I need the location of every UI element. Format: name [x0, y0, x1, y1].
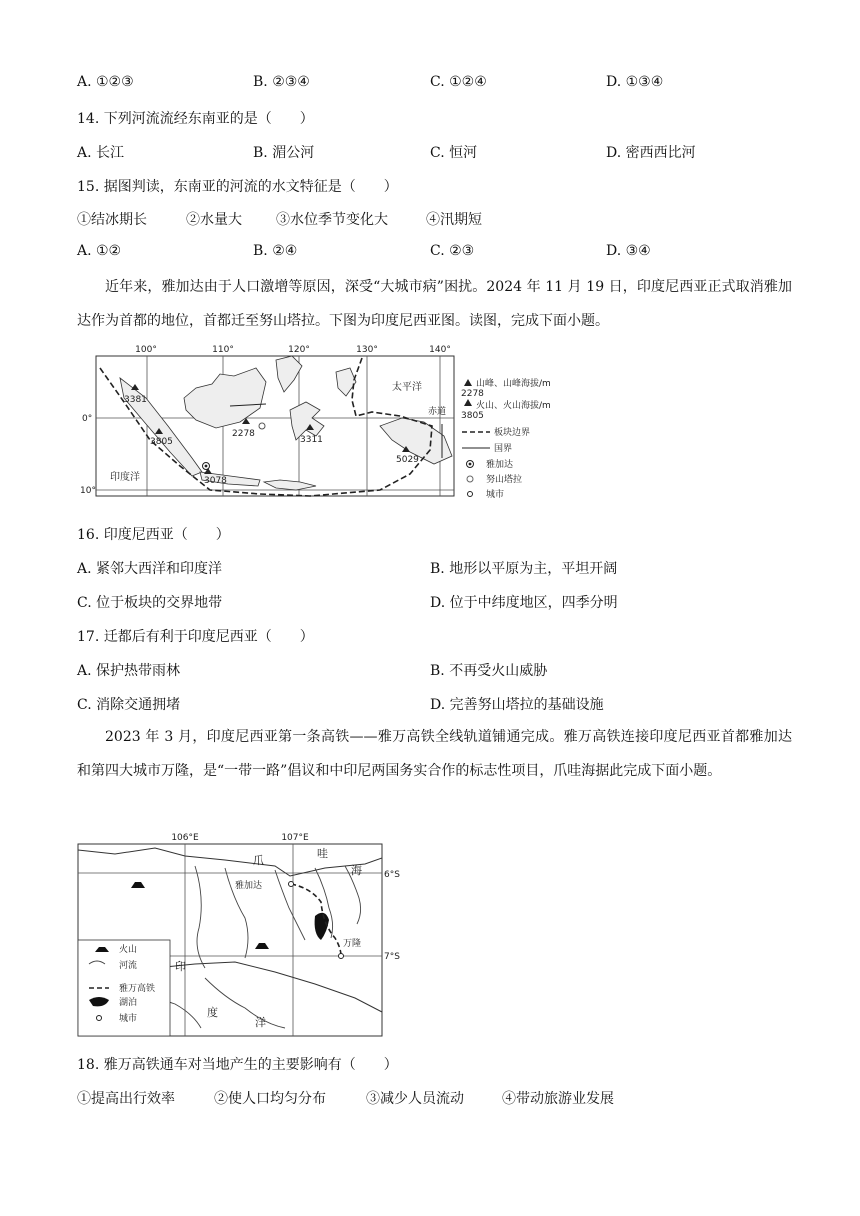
passage-high-speed-rail: 2023 年 3 月，印度尼西亚第一条高铁——雅万高铁全线轨道铺通完成。雅万高铁连接印度尼西亚首都雅加达和第四大城市万隆，是“一带一路”倡议和中印尼两国务实合作的标志性项目，爪哇海据此完成下面小题。 [77, 729, 792, 779]
svg-text:爪: 爪 [253, 854, 264, 867]
svg-text:3311: 3311 [300, 435, 323, 445]
svg-text:万隆: 万隆 [343, 939, 362, 949]
q18-stem: 18. 雅万高铁通车对当地产生的主要影响有（ ） [77, 1057, 398, 1073]
svg-text:山峰、山峰海拔/m: 山峰、山峰海拔/m [476, 379, 551, 389]
svg-text:城市: 城市 [119, 1014, 138, 1024]
svg-text:2278: 2278 [232, 429, 255, 439]
q13-option-a: A. ①②③ [77, 74, 134, 90]
q18-choice-1: ①提高出行效率 [77, 1091, 175, 1107]
svg-text:2278: 2278 [461, 389, 484, 399]
svg-text:度: 度 [207, 1006, 218, 1019]
svg-text:板块边界: 板块边界 [494, 428, 531, 438]
svg-text:140°: 140° [429, 345, 451, 355]
svg-text:10°: 10° [80, 486, 96, 496]
svg-text:120°: 120° [288, 345, 310, 355]
q18-choice-2: ②使人口均匀分布 [214, 1091, 326, 1107]
indonesia-map [80, 340, 480, 506]
svg-text:3381: 3381 [124, 395, 147, 405]
svg-text:国界: 国界 [494, 444, 513, 454]
q15-option-a: A. ①② [77, 243, 122, 259]
q17-option-b: B. 不再受火山威胁 [430, 663, 548, 679]
svg-text:0°: 0° [82, 414, 93, 424]
svg-text:火山、火山海拔/m: 火山、火山海拔/m [476, 401, 551, 411]
svg-text:3078: 3078 [204, 476, 227, 486]
svg-text:印度洋: 印度洋 [110, 472, 140, 483]
svg-text:太平洋: 太平洋 [392, 382, 422, 393]
svg-text:100°: 100° [135, 345, 157, 355]
svg-text:7°S: 7°S [384, 952, 400, 962]
bandung-marker [339, 954, 344, 959]
q17-option-d: D. 完善努山塔拉的基础设施 [430, 697, 604, 713]
q14-option-b: B. 湄公河 [253, 145, 315, 161]
q13-option-c: C. ①②④ [430, 74, 487, 90]
svg-text:6°S: 6°S [384, 870, 400, 880]
svg-text:印: 印 [175, 960, 186, 973]
svg-text:雅加达: 雅加达 [235, 881, 263, 891]
java-rail-map [75, 828, 410, 1040]
svg-text:洋: 洋 [255, 1016, 266, 1029]
svg-text:火山: 火山 [119, 945, 138, 955]
svg-text:3805: 3805 [461, 411, 484, 421]
q15-option-d: D. ③④ [606, 243, 651, 259]
svg-text:湖泊: 湖泊 [119, 998, 138, 1008]
svg-text:雅加达: 雅加达 [486, 460, 514, 470]
nusantara-marker [259, 423, 265, 429]
q17-option-c: C. 消除交通拥堵 [77, 697, 181, 713]
q13-option-b: B. ②③④ [253, 74, 310, 90]
svg-text:努山塔拉: 努山塔拉 [486, 475, 523, 485]
q18-choice-4: ④带动旅游业发展 [502, 1091, 614, 1107]
q16-option-b: B. 地形以平原为主，平坦开阔 [430, 561, 618, 577]
q15-choice-2: ②水量大 [186, 212, 242, 228]
q15-option-c: C. ②③ [430, 243, 475, 259]
q15-choice-3: ③水位季节变化大 [276, 212, 388, 228]
q13-option-d: D. ①③④ [606, 74, 664, 90]
q18-choice-3: ③减少人员流动 [366, 1091, 464, 1107]
q14-stem: 14. 下列河流流经东南亚的是（ ） [77, 111, 314, 127]
svg-text:107°E: 107°E [281, 833, 309, 843]
q15-stem: 15. 据图判读，东南亚的河流的水文特征是（ ） [77, 179, 398, 195]
svg-text:赤道: 赤道 [428, 407, 447, 417]
q17-option-a: A. 保护热带雨林 [77, 663, 181, 679]
svg-text:106°E: 106°E [171, 833, 199, 843]
svg-text:5029: 5029 [396, 455, 419, 465]
q17-stem: 17. 迁都后有利于印度尼西亚（ ） [77, 629, 314, 645]
svg-text:雅万高铁: 雅万高铁 [119, 984, 156, 994]
q15-option-b: B. ②④ [253, 243, 298, 259]
q16-option-d: D. 位于中纬度地区，四季分明 [430, 595, 618, 611]
q14-option-d: D. 密西西比河 [606, 145, 696, 161]
q14-option-c: C. 恒河 [430, 145, 478, 161]
svg-text:3805: 3805 [150, 437, 173, 447]
indonesia-map-legend [460, 376, 560, 506]
q16-option-c: C. 位于板块的交界地带 [77, 595, 223, 611]
passage-indonesia-capital: 近年来，雅加达由于人口激增等原因，深受“大城市病”困扰。2024 年 11 月 19 日，印度尼西亚正式取消雅加达作为首都的地位，首都迁至努山塔拉。下图为印度尼西亚图。读图，完成下面小题。 [77, 279, 792, 329]
jakarta-marker [289, 882, 294, 887]
svg-text:130°: 130° [356, 345, 378, 355]
svg-text:海: 海 [351, 864, 362, 877]
q16-stem: 16. 印度尼西亚（ ） [77, 527, 230, 543]
q14-option-a: A. 长江 [77, 145, 125, 161]
svg-text:城市: 城市 [486, 490, 505, 500]
q16-option-a: A. 紧邻大西洋和印度洋 [77, 561, 223, 577]
q15-choice-1: ①结冰期长 [77, 212, 147, 228]
svg-text:河流: 河流 [119, 961, 138, 971]
svg-text:哇: 哇 [317, 847, 328, 860]
svg-text:110°: 110° [212, 345, 234, 355]
q15-choice-4: ④汛期短 [426, 212, 482, 228]
